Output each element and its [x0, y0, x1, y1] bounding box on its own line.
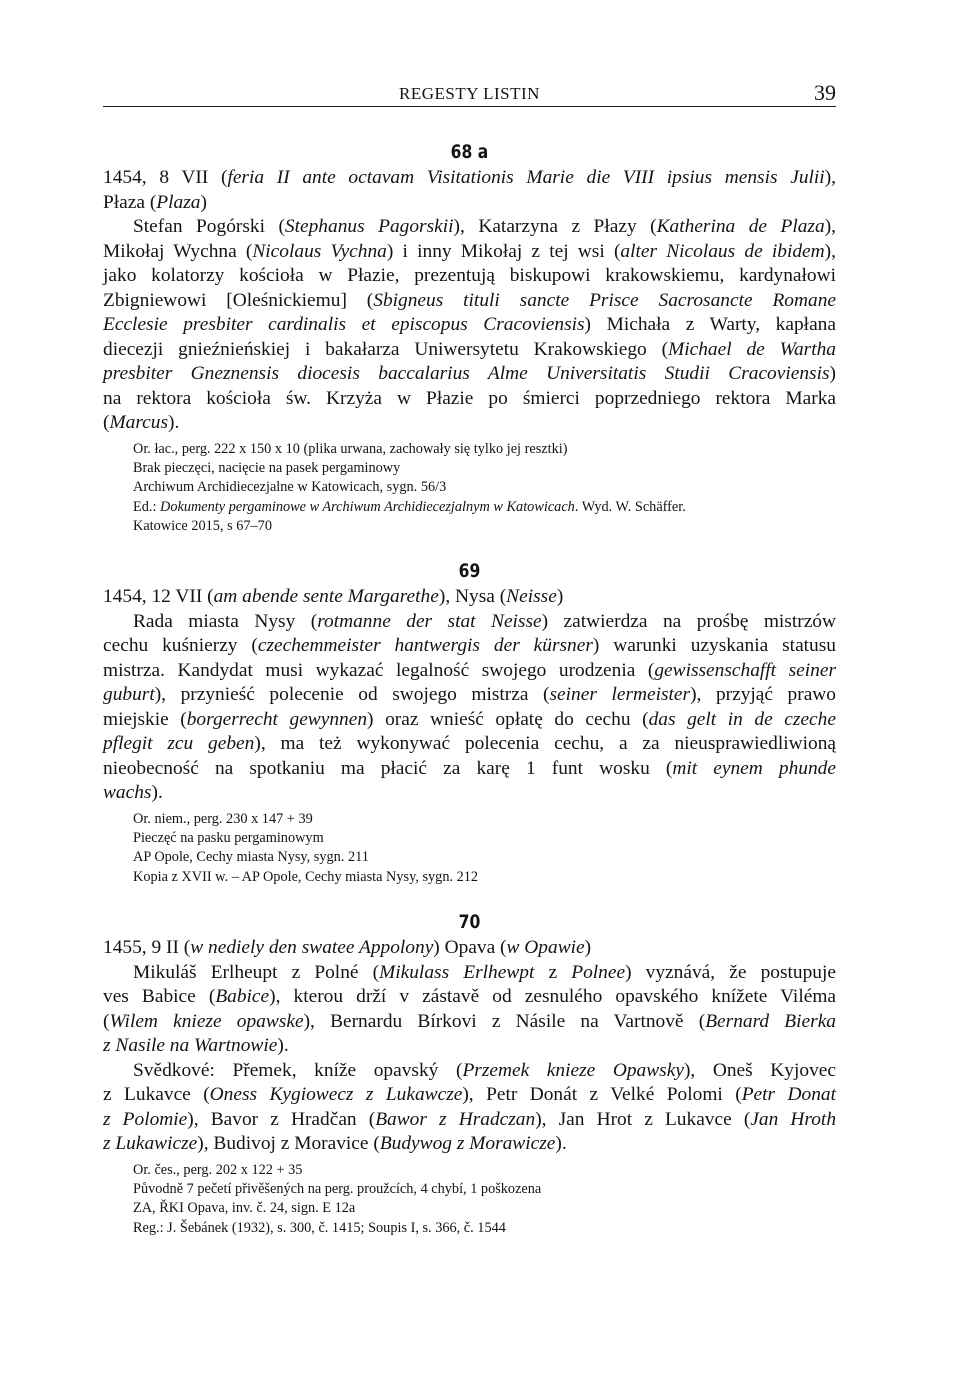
- text-segment: na rektora kościoła św. Krzyża w Płazie po śmierci poprzedniego rektora Marka: [103, 387, 836, 409]
- text-line: [103, 610, 836, 635]
- text-line: [103, 708, 836, 733]
- latin-quote: Nicolaus Vychna: [252, 240, 387, 262]
- latin-quote: mit eynem phunde: [672, 757, 836, 779]
- text-line: [103, 1010, 836, 1035]
- latin-quote: Oness Kygiowecz z Lukawcze: [209, 1084, 463, 1105]
- text-line: [103, 1059, 836, 1084]
- text-segment: ZA, ŘKI Opava, inv. č. 24, sign. E 12a: [133, 1200, 356, 1217]
- archival-note: [133, 1180, 836, 1199]
- text-line: [103, 313, 836, 338]
- text-segment: Or. łac., perg. 222 x 150 x 10 (plika urwana, zachowały się tylko jej resztki): [133, 440, 568, 457]
- text-line: [103, 191, 836, 216]
- latin-quote: Dokumenty pergaminowe w Archiwum Archidiecezjalnym w Katowicach: [160, 498, 575, 515]
- text-segment: AP Opole, Cechy miasta Nysy, sygn. 211: [133, 849, 369, 866]
- text-segment: ), Petr Donát z Velké Polomi (: [462, 1084, 742, 1105]
- text-segment: ),: [824, 216, 836, 237]
- text-segment: Zbigniewowi [Oleśnickiemu] (: [103, 289, 374, 311]
- text-segment: ves Babice (: [103, 986, 216, 1007]
- text-segment: Ed.:: [133, 498, 161, 515]
- text-segment: Rada miasta Nysy (: [133, 610, 318, 632]
- text-segment: z Lukavce (: [103, 1084, 210, 1105]
- text-segment: 1455, 9 II (: [103, 937, 191, 958]
- text-line: [103, 781, 836, 806]
- text-segment: ), Bernardu Bírkovi z Násile na Vartnově (: [303, 1010, 706, 1032]
- latin-quote: das gelt in de czeche: [648, 708, 836, 730]
- text-segment: Katowice 2015, s 67–70: [133, 518, 272, 535]
- text-segment: Pieczęć na pasku pergaminowym: [133, 829, 324, 846]
- text-segment: Mikuláš Erlheupt z Polné (: [133, 961, 380, 983]
- text-line: [103, 166, 836, 191]
- text-segment: ).: [168, 412, 180, 433]
- page-number: 39: [814, 80, 836, 105]
- text-segment: 1454, 8 VII (: [103, 167, 228, 188]
- text-segment: mistrza. Kandydat musi wykazać legalność swojego urodzenia (: [103, 659, 655, 681]
- text-segment: ) Opava (: [433, 937, 507, 958]
- latin-quote: Neisse: [506, 586, 557, 607]
- text-segment: ): [200, 191, 207, 213]
- latin-quote: Przemek knieze Opawsky: [462, 1059, 684, 1081]
- text-segment: ) i inny Mikołaj z tej wsi (: [386, 240, 621, 262]
- text-line: [103, 1132, 836, 1157]
- latin-quote: borgerrecht gewynnen: [186, 708, 368, 730]
- text-line: [103, 634, 836, 659]
- latin-quote: presbiter Gneznensis diocesis baccalarius Alme Universitatis Studii Cracoviensis: [103, 363, 830, 384]
- text-line: [103, 215, 836, 240]
- text-segment: ), przyjąć prawo: [690, 684, 837, 705]
- latin-quote: Petr Donat: [741, 1084, 836, 1105]
- text-segment: ) warunki uzyskania statusu: [592, 635, 836, 656]
- text-line: [103, 985, 836, 1010]
- latin-quote: rotmanne der stat Neisse: [317, 610, 542, 632]
- entry-68a: [103, 140, 836, 537]
- text-segment: ): [584, 937, 592, 958]
- text-segment: . Wyd. W. Schäffer.: [574, 498, 686, 515]
- text-segment: miejskie (: [103, 708, 187, 730]
- latin-quote: z Polomie: [103, 1108, 188, 1130]
- text-segment: Or. niem., perg. 230 x 147 + 39: [133, 810, 313, 827]
- latin-quote: Babice: [215, 986, 270, 1007]
- text-segment: Původně 7 pečetí přivěšených na perg. proužcích, 4 chybí, 1 poškozena: [133, 1180, 542, 1197]
- text-segment: ), Bavor z Hradčan (: [187, 1108, 376, 1130]
- archival-note: [133, 1161, 836, 1180]
- text-segment: ): [829, 363, 836, 384]
- text-segment: ), Jan Hrot z Lukavce (: [535, 1108, 751, 1130]
- latin-quote: wachs: [103, 782, 152, 803]
- latin-quote: Bawor z Hradczan: [375, 1108, 536, 1130]
- latin-quote: Jan Hroth: [750, 1108, 837, 1130]
- text-line: [103, 732, 836, 757]
- text-line: [103, 585, 836, 610]
- latin-quote: gewissenschafft seiner: [654, 659, 836, 681]
- text-line: [103, 936, 836, 961]
- text-segment: Archiwum Archidiecezjalne w Katowicach, sygn. 56/3: [133, 479, 447, 496]
- text-line: [103, 289, 836, 314]
- entry-notes: [103, 810, 836, 888]
- text-line: [103, 659, 836, 684]
- running-title: REGESTY LISTIN: [399, 84, 540, 103]
- text-segment: ): [556, 586, 564, 607]
- text-segment: ), przynieść polecenie od swojego mistrza (: [154, 684, 550, 705]
- entry-notes: [103, 1161, 836, 1239]
- latin-quote: Marcus: [109, 412, 168, 433]
- text-line: [103, 240, 836, 265]
- archival-note: [133, 1199, 836, 1218]
- text-segment: ).: [277, 1035, 289, 1056]
- latin-quote: czechemmeister hantwergis der kürsner: [257, 635, 593, 656]
- text-segment: Kopia z XVII w. – AP Opole, Cechy miasta Nysy, sygn. 212: [133, 868, 479, 885]
- text-segment: ), Budivoj z Moravice (: [197, 1133, 380, 1154]
- archival-note: [133, 459, 836, 478]
- archival-note: [133, 829, 836, 848]
- text-line: [103, 387, 836, 412]
- text-segment: ), ma też wykonywać polecenia cechu, a za nieusprawiedliwioną: [254, 733, 837, 754]
- text-segment: ), kterou drží v zástavě od zesnulého opavského knížete Viléma: [269, 986, 837, 1007]
- latin-quote: Plaza: [156, 191, 201, 213]
- text-line: [103, 264, 836, 289]
- archival-note: [133, 498, 836, 517]
- latin-quote: am abende sente Margarethe: [213, 586, 439, 607]
- text-segment: Reg.: J. Šebánek (1932), s. 300, č. 1415; Soupis I, s. 366, č. 1544: [133, 1219, 506, 1236]
- archival-note: [133, 848, 836, 867]
- text-line: [103, 411, 836, 436]
- entry-number: 69: [458, 560, 481, 582]
- entry-number: 68 a: [450, 141, 489, 163]
- latin-quote: feria II ante octavam Visitationis Marie die VIII ipsius mensis Julii: [227, 167, 825, 188]
- text-line: [103, 1083, 836, 1108]
- text-segment: 1454, 12 VII (: [103, 586, 214, 607]
- text-line: [103, 1034, 836, 1059]
- latin-quote: z Nasile na Wartnowie: [103, 1035, 278, 1056]
- text-segment: ), Nysa (: [438, 586, 507, 607]
- text-segment: diecezji gnieźnieńskiej i bakałarza Uniwersytetu Krakowskiego (: [103, 338, 669, 360]
- text-line: [103, 757, 836, 782]
- text-segment: ) zatwierdza na prośbę mistrzów: [541, 610, 837, 632]
- text-segment: Svědkové: Přemek, kníže opavský (: [133, 1059, 463, 1081]
- text-line: [103, 961, 836, 986]
- archival-note: [133, 1219, 836, 1238]
- text-segment: nieobecność na spotkaniu ma płacić za karę 1 funt wosku (: [103, 757, 673, 779]
- text-segment: ) vyznává, že postupuje: [625, 961, 836, 983]
- latin-quote: z Lukawicze: [103, 1133, 198, 1154]
- latin-quote: Michael de Wartha: [668, 338, 836, 360]
- latin-quote: Sbigneus tituli sancte Prisce Sacrosancte Romane: [373, 289, 836, 311]
- entry-number: 70: [458, 911, 481, 933]
- archival-note: [133, 868, 836, 887]
- entry-69: [103, 559, 836, 887]
- entry-notes: [103, 440, 836, 537]
- text-segment: Brak pieczęci, nacięcie na pasek pergaminowy: [133, 459, 401, 476]
- text-line: [103, 683, 836, 708]
- archival-note: [133, 478, 836, 497]
- text-segment: ),: [824, 240, 836, 262]
- text-segment: (: [103, 412, 110, 433]
- text-segment: ), Katarzyna z Płazy (: [453, 216, 657, 237]
- text-line: [103, 362, 836, 387]
- latin-quote: Bernard Bierka: [705, 1010, 836, 1032]
- text-segment: Or. čes., perg. 202 x 122 + 35: [133, 1161, 303, 1178]
- archival-note: [133, 517, 836, 536]
- text-segment: (: [103, 1010, 110, 1032]
- text-segment: jako kolatorzy kościoła w Płazie, prezentują biskupowi krakowskiemu, kardynałowi: [103, 265, 836, 286]
- latin-quote: w Opawie: [506, 937, 585, 958]
- latin-quote: Wilem knieze opawske: [109, 1010, 304, 1032]
- text-segment: z: [534, 961, 572, 983]
- latin-quote: Budywog z Morawicze: [379, 1133, 556, 1154]
- running-header: [103, 82, 836, 107]
- latin-quote: seiner lermeister: [549, 684, 691, 705]
- latin-quote: pflegit zcu geben: [103, 733, 255, 754]
- text-segment: ).: [151, 782, 163, 803]
- latin-quote: guburt: [103, 684, 155, 705]
- text-segment: Mikołaj Wychna (: [103, 240, 253, 262]
- text-segment: cechu kuśnierzy (: [103, 635, 258, 656]
- archival-note: [133, 440, 836, 459]
- latin-quote: Katherina de Plaza: [656, 216, 825, 237]
- latin-quote: Ecclesie presbiter cardinalis et episcopus Cracoviensis: [103, 314, 585, 335]
- latin-quote: Mikulass Erlhewpt: [379, 961, 535, 983]
- text-line: [103, 338, 836, 363]
- latin-quote: alter Nicolaus de ibidem: [620, 240, 825, 262]
- latin-quote: w nediely den swatee Appolony: [190, 937, 434, 958]
- text-segment: ).: [555, 1133, 567, 1154]
- latin-quote: Stephanus Pagorskii: [284, 216, 454, 237]
- text-line: [103, 1108, 836, 1133]
- text-segment: ),: [824, 167, 836, 188]
- archival-note: [133, 810, 836, 829]
- text-segment: ) Michała z Warty, kapłana: [584, 314, 836, 335]
- text-segment: Płaza (: [103, 191, 157, 213]
- latin-quote: Polnee: [571, 961, 626, 983]
- text-segment: Stefan Pogórski (: [133, 216, 285, 237]
- text-segment: ) oraz wnieść opłatę do cechu (: [367, 708, 649, 730]
- text-segment: ), Oneš Kyjovec: [683, 1059, 836, 1081]
- entry-70: [103, 910, 836, 1238]
